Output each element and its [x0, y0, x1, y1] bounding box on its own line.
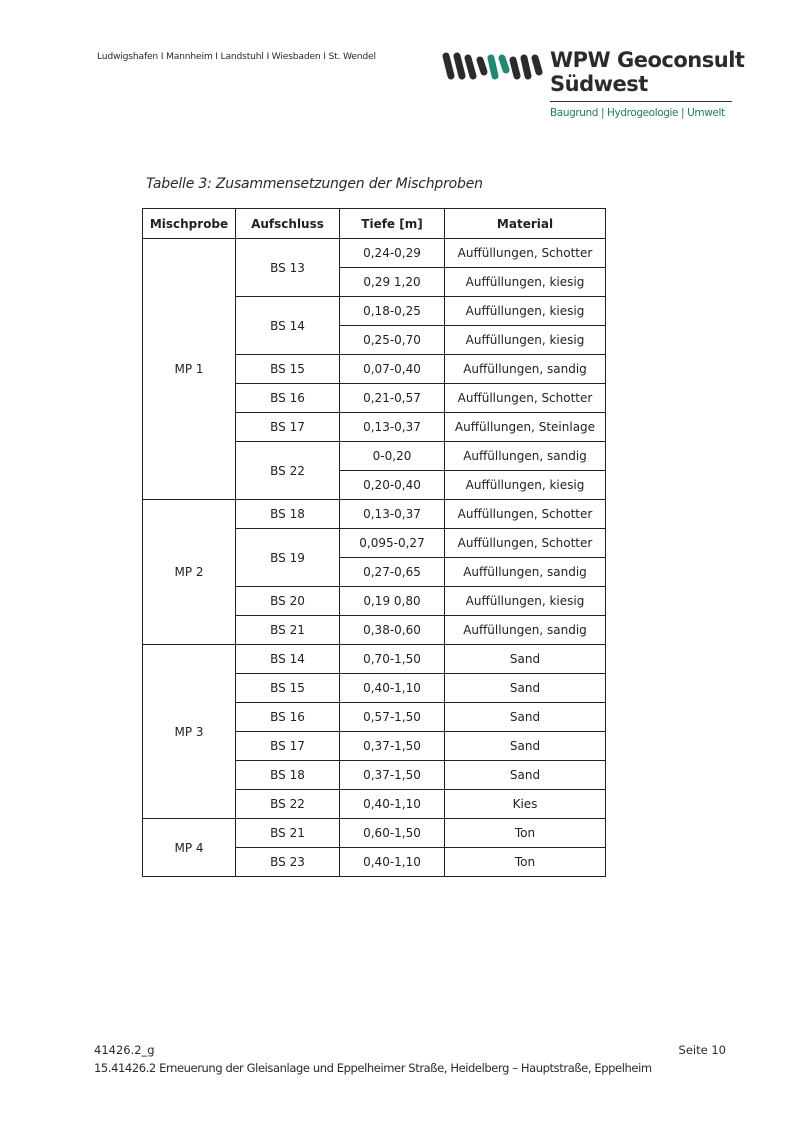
header-aufschluss: Aufschluss: [236, 209, 340, 239]
cell-mischprobe: MP 3: [143, 645, 236, 819]
table-caption: Tabelle 3: Zusammensetzungen der Mischproben: [146, 176, 483, 192]
cell-aufschluss: BS 16: [236, 703, 340, 732]
cell-tiefe: 0,40-1,10: [340, 790, 445, 819]
wpw-stripes-logo-icon: [440, 52, 545, 80]
cell-aufschluss: BS 22: [236, 790, 340, 819]
cell-mischprobe: MP 2: [143, 500, 236, 645]
cell-tiefe: 0,37-1,50: [340, 732, 445, 761]
cell-tiefe: 0,21-0,57: [340, 384, 445, 413]
cell-aufschluss: BS 21: [236, 819, 340, 848]
cell-material: Kies: [445, 790, 606, 819]
cell-material: Auffüllungen, kiesig: [445, 471, 606, 500]
footer-project: 15.41426.2 Erneuerung der Gleisanlage und Eppelheimer Straße, Heidelberg – Hauptstraße, Eppelheim: [94, 1061, 652, 1075]
cell-aufschluss: BS 15: [236, 674, 340, 703]
table-row: [143, 819, 606, 848]
table-row: [143, 500, 606, 529]
footer-page-number: Seite 10: [678, 1043, 726, 1057]
cell-material: Auffüllungen, kiesig: [445, 326, 606, 355]
cell-material: Auffüllungen, kiesig: [445, 297, 606, 326]
cell-tiefe: 0,27-0,65: [340, 558, 445, 587]
cell-tiefe: 0,60-1,50: [340, 819, 445, 848]
cell-tiefe: 0,57-1,50: [340, 703, 445, 732]
logo-divider: [550, 101, 732, 102]
cell-tiefe: 0,07-0,40: [340, 355, 445, 384]
cell-aufschluss: BS 14: [236, 645, 340, 674]
logo-subtitle: Baugrund | Hydrogeologie | Umwelt: [550, 107, 725, 119]
cell-aufschluss: BS 19: [236, 529, 340, 587]
table-row: [143, 239, 606, 268]
cell-aufschluss: BS 18: [236, 761, 340, 790]
logo-title-line2: Südwest: [550, 72, 648, 96]
cell-tiefe: 0,38-0,60: [340, 616, 445, 645]
cell-mischprobe: MP 1: [143, 239, 236, 500]
office-locations: Ludwigshafen I Mannheim I Landstuhl I Wiesbaden I St. Wendel: [97, 51, 376, 62]
cell-material: Sand: [445, 703, 606, 732]
table-row: [143, 645, 606, 674]
cell-material: Sand: [445, 732, 606, 761]
cell-tiefe: 0,13-0,37: [340, 500, 445, 529]
cell-tiefe: 0,24-0,29: [340, 239, 445, 268]
cell-material: Auffüllungen, Steinlage: [445, 413, 606, 442]
table-header-row: [143, 209, 606, 239]
cell-material: Auffüllungen, Schotter: [445, 384, 606, 413]
header-mischprobe: Mischprobe: [143, 209, 236, 239]
cell-aufschluss: BS 23: [236, 848, 340, 877]
header-material: Material: [445, 209, 606, 239]
cell-material: Sand: [445, 645, 606, 674]
cell-tiefe: 0,13-0,37: [340, 413, 445, 442]
cell-aufschluss: BS 15: [236, 355, 340, 384]
company-logo: [440, 48, 745, 128]
cell-material: Ton: [445, 819, 606, 848]
mixed-samples-table: [142, 208, 606, 877]
cell-aufschluss: BS 14: [236, 297, 340, 355]
cell-aufschluss: BS 13: [236, 239, 340, 297]
cell-tiefe: 0,25-0,70: [340, 326, 445, 355]
cell-tiefe: 0,19 0,80: [340, 587, 445, 616]
cell-tiefe: 0,20-0,40: [340, 471, 445, 500]
cell-aufschluss: BS 18: [236, 500, 340, 529]
cell-material: Auffüllungen, kiesig: [445, 587, 606, 616]
header-tiefe: Tiefe [m]: [340, 209, 445, 239]
cell-material: Sand: [445, 761, 606, 790]
cell-material: Auffüllungen, sandig: [445, 616, 606, 645]
cell-material: Auffüllungen, Schotter: [445, 239, 606, 268]
cell-tiefe: 0,095-0,27: [340, 529, 445, 558]
cell-tiefe: 0,18-0,25: [340, 297, 445, 326]
cell-material: Auffüllungen, sandig: [445, 558, 606, 587]
cell-material: Sand: [445, 674, 606, 703]
cell-material: Auffüllungen, Schotter: [445, 500, 606, 529]
cell-aufschluss: BS 17: [236, 732, 340, 761]
cell-material: Auffüllungen, sandig: [445, 442, 606, 471]
table-body: [143, 239, 606, 877]
cell-aufschluss: BS 22: [236, 442, 340, 500]
logo-title-line1: WPW Geoconsult: [550, 48, 745, 72]
cell-tiefe: 0-0,20: [340, 442, 445, 471]
cell-aufschluss: BS 21: [236, 616, 340, 645]
cell-tiefe: 0,40-1,10: [340, 848, 445, 877]
cell-aufschluss: BS 17: [236, 413, 340, 442]
cell-mischprobe: MP 4: [143, 819, 236, 877]
cell-material: Auffüllungen, sandig: [445, 355, 606, 384]
cell-aufschluss: BS 20: [236, 587, 340, 616]
cell-aufschluss: BS 16: [236, 384, 340, 413]
cell-tiefe: 0,70-1,50: [340, 645, 445, 674]
cell-material: Auffüllungen, kiesig: [445, 268, 606, 297]
cell-tiefe: 0,37-1,50: [340, 761, 445, 790]
cell-material: Auffüllungen, Schotter: [445, 529, 606, 558]
cell-material: Ton: [445, 848, 606, 877]
cell-tiefe: 0,40-1,10: [340, 674, 445, 703]
footer-doc-id: 41426.2_g: [94, 1043, 155, 1057]
cell-tiefe: 0,29 1,20: [340, 268, 445, 297]
